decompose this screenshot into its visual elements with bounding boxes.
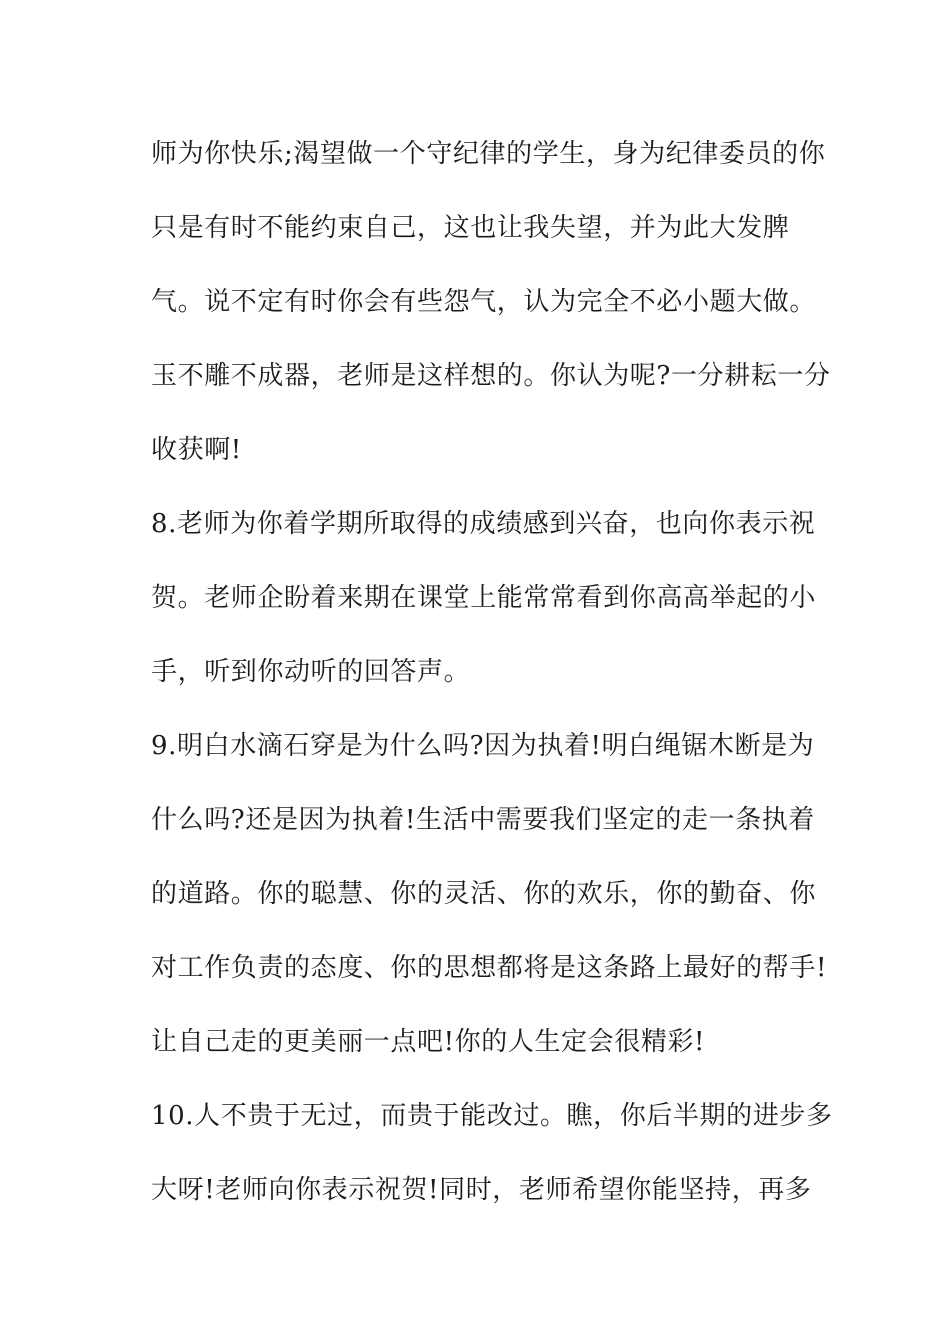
text-line: 对工作负责的态度、你的思想都将是这条路上最好的帮手! (151, 953, 828, 983)
text-line: 什么吗?还是因为执着!生活中需要我们坚定的走一条执着 (151, 805, 815, 835)
text-line: 9.明白水滴石穿是为什么吗?因为执着!明白绳锯木断是为 (151, 731, 815, 761)
text-line: 大呀!老师向你表示祝贺!同时，老师希望你能坚持，再多 (151, 1175, 812, 1205)
text-line: 贺。老师企盼着来期在课堂上能常常看到你高高举起的小 (151, 583, 817, 613)
text-line: 手，听到你动听的回答声。 (151, 657, 471, 687)
text-line: 只是有时不能约束自己，这也让我失望，并为此大发脾 (151, 213, 790, 243)
text-line: 8.老师为你着学期所取得的成绩感到兴奋，也向你表示祝 (151, 509, 816, 539)
text-line: 玉不雕不成器，老师是这样想的。你认为呢?一分耕耘一分 (151, 361, 831, 391)
text-line: 师为你快乐;渴望做一个守纪律的学生，身为纪律委员的你 (151, 139, 826, 169)
text-line: 让自己走的更美丽一点吧!你的人生定会很精彩! (151, 1027, 706, 1057)
text-line: 气。说不定有时你会有些怨气，认为完全不必小题大做。 (151, 287, 817, 317)
text-line: 10.人不贵于无过，而贵于能改过。瞧，你后半期的进步多 (151, 1101, 833, 1131)
text-line: 收获啊! (151, 435, 242, 465)
text-line: 的道路。你的聪慧、你的灵活、你的欢乐，你的勤奋、你 (151, 879, 817, 909)
